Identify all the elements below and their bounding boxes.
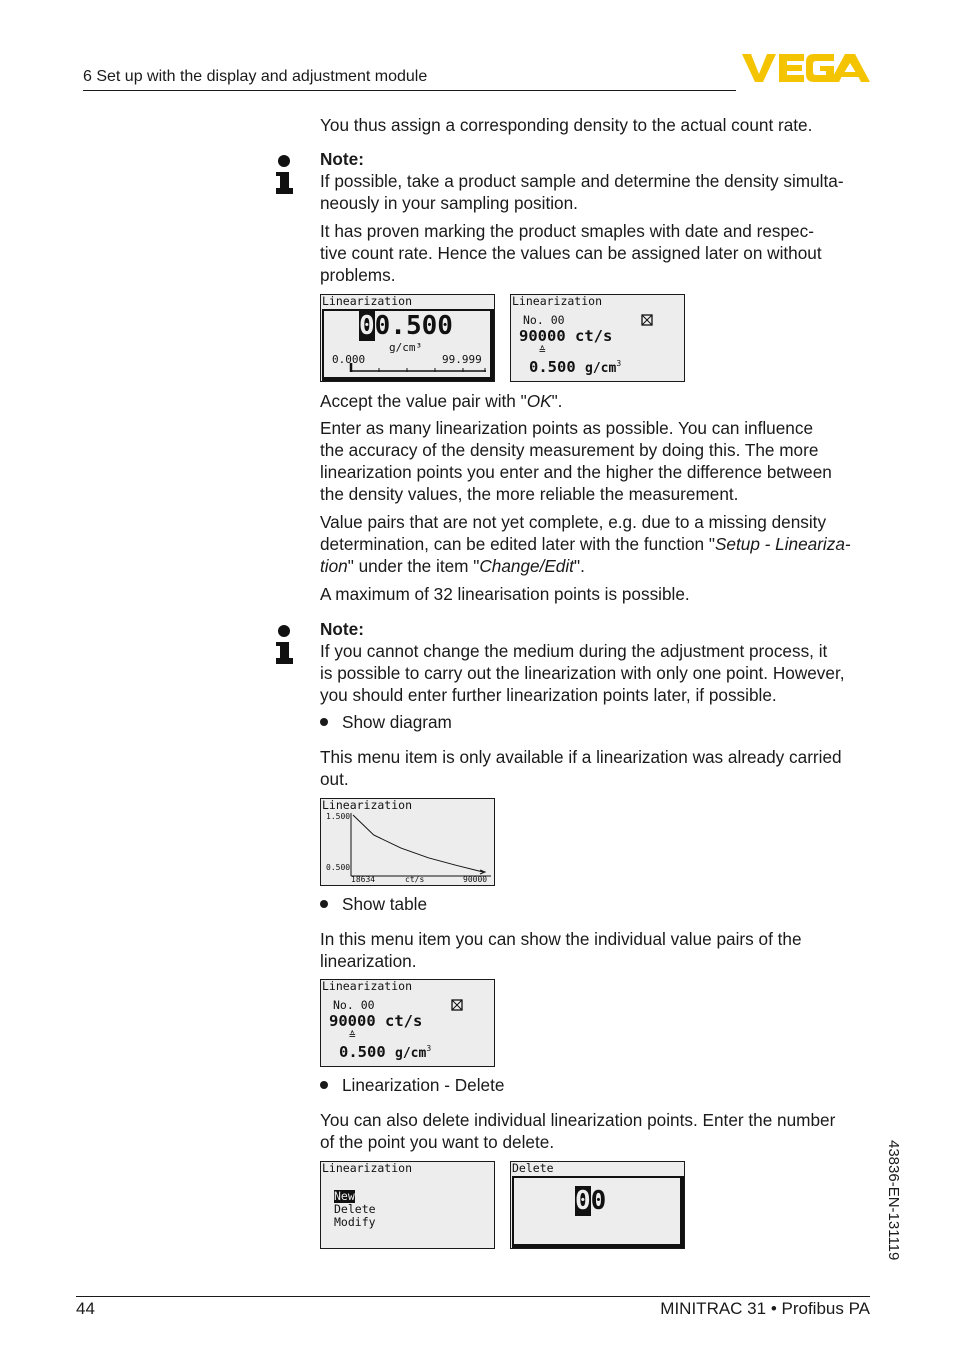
count-unit: ct/s bbox=[575, 327, 613, 345]
density-value: 0.500 bbox=[529, 358, 576, 376]
diagram-text: out. bbox=[320, 769, 349, 789]
max-points-paragraph: A maximum of 32 linearisation points is possible. bbox=[320, 584, 690, 604]
lcd-title: Linearization bbox=[322, 294, 413, 308]
density-digits: 0.500 bbox=[374, 311, 453, 341]
range-min: 0.000 bbox=[332, 353, 366, 366]
chart-xmin: 18634 bbox=[351, 875, 376, 884]
bullet-lin-delete bbox=[320, 1074, 504, 1096]
header-rule bbox=[83, 90, 736, 91]
enter-line: Enter as many linearization points as possible. You can influence bbox=[320, 418, 814, 438]
bullet-dot bbox=[320, 1081, 328, 1089]
bullet-label: Show diagram bbox=[342, 712, 452, 732]
lcd-diagram bbox=[320, 798, 495, 886]
lcd-title: Linearization bbox=[322, 979, 413, 993]
no-label: No. bbox=[523, 313, 544, 327]
note-line: is possible to carry out the linearization with only one point. However, bbox=[320, 663, 845, 683]
chart-xmax: 90000 bbox=[463, 875, 488, 884]
count-value: 90000 bbox=[329, 1012, 376, 1030]
delete-text: You can also delete individual linearization points. Enter the number bbox=[320, 1110, 836, 1130]
document-id: 43836-EN-131119 bbox=[885, 1140, 902, 1261]
density-unit: g/cm bbox=[585, 361, 617, 376]
checkbox-icon bbox=[641, 314, 653, 326]
delete-text: of the point you want to delete. bbox=[320, 1132, 555, 1152]
product-name: MINITRAC 31 • Profibus PA bbox=[660, 1299, 870, 1318]
vega-logo bbox=[742, 52, 872, 84]
note-line: If possible, take a product sample and determine the density simulta- bbox=[320, 171, 844, 191]
density-value: 0.500 bbox=[339, 1043, 386, 1061]
bullet-show-table bbox=[320, 893, 427, 915]
density-unit: g/cm³ bbox=[389, 341, 423, 354]
footer-rule bbox=[76, 1296, 870, 1297]
count-value: 90000 bbox=[519, 327, 566, 345]
lcd-value-pair bbox=[510, 294, 685, 382]
accept-paragraph bbox=[320, 390, 880, 412]
lcd-title: Delete bbox=[512, 1161, 554, 1175]
checkbox-icon bbox=[451, 999, 463, 1011]
bullet-dot bbox=[320, 900, 328, 908]
equals-sign: ≙ bbox=[349, 1029, 356, 1042]
menu-item-new[interactable]: New bbox=[334, 1189, 355, 1203]
edit-cursor: 0 bbox=[575, 1186, 591, 1216]
equals-sign: ≙ bbox=[539, 344, 546, 357]
linearization-chart bbox=[321, 799, 494, 885]
info-icon bbox=[276, 625, 294, 665]
density-pair bbox=[339, 1043, 431, 1061]
note-line: If you cannot change the medium during the adjustment process, it bbox=[320, 641, 828, 661]
diagram-text: This menu item is only available if a linearization was already carried bbox=[320, 747, 842, 767]
chart-series-line bbox=[353, 815, 483, 872]
table-text: In this menu item you can show the individual value pairs of the bbox=[320, 929, 802, 949]
no-label: No. bbox=[333, 998, 354, 1012]
menu-item-modify[interactable]: Modify bbox=[334, 1215, 376, 1229]
bullet-label: Show table bbox=[342, 894, 428, 914]
no-value: 00 bbox=[550, 313, 565, 327]
bullet-label: Linearization - Delete bbox=[342, 1075, 505, 1095]
value-pairs-line bbox=[320, 555, 880, 577]
count-unit: ct/s bbox=[385, 1012, 423, 1030]
delete-digit: 0 bbox=[590, 1186, 607, 1216]
range-max: 99.999 bbox=[442, 353, 482, 366]
range-scale bbox=[349, 363, 489, 375]
lcd-title: Linearization bbox=[322, 798, 413, 812]
unit-exponent: 3 bbox=[426, 1043, 432, 1053]
page-number: 44 bbox=[76, 1299, 95, 1318]
unit-exponent: 3 bbox=[616, 358, 622, 368]
count-rate bbox=[519, 327, 612, 345]
info-icon bbox=[276, 155, 294, 195]
vp-func-end: tion bbox=[320, 556, 348, 576]
vp-post: ". bbox=[573, 556, 585, 576]
vp-func: Setup - Lineariza- bbox=[714, 534, 851, 554]
lcd-density-input bbox=[320, 294, 495, 382]
density-entry bbox=[359, 311, 453, 341]
count-rate bbox=[329, 1012, 422, 1030]
lcd-table bbox=[320, 979, 495, 1067]
vp-pre: determination, can be edited later with the function " bbox=[320, 534, 715, 554]
edit-cursor: 0 bbox=[359, 311, 375, 341]
bullet-show-diagram bbox=[320, 711, 452, 733]
accept-ok: OK bbox=[526, 391, 552, 411]
value-pairs-line bbox=[320, 533, 880, 555]
density-unit: g/cm bbox=[395, 1046, 427, 1061]
bullet-dot bbox=[320, 718, 328, 726]
delete-entry bbox=[575, 1186, 606, 1216]
no-value: 00 bbox=[360, 998, 375, 1012]
lcd-menu bbox=[320, 1161, 495, 1249]
accept-post: ". bbox=[551, 391, 563, 411]
chart-xunit: ct/s bbox=[405, 875, 425, 884]
lcd-delete bbox=[510, 1161, 685, 1249]
intro-paragraph: You thus assign a corresponding density to the actual count rate. bbox=[320, 115, 813, 135]
chart-ymax: 1.500 bbox=[326, 812, 351, 821]
accept-pre: Accept the value pair with " bbox=[320, 391, 527, 411]
vp-mid: " under the item " bbox=[347, 556, 480, 576]
enter-line: linearization points you enter and the higher the difference between bbox=[320, 462, 832, 482]
chart-ymin: 0.500 bbox=[326, 863, 351, 872]
note-title: Note: bbox=[320, 619, 364, 639]
lcd-title: Linearization bbox=[322, 1161, 413, 1175]
note-line: It has proven marking the product smaples with date and respec- bbox=[320, 221, 814, 241]
note-line: tive count rate. Hence the values can be assigned later on without bbox=[320, 243, 822, 263]
lcd-title: Linearization bbox=[512, 294, 603, 308]
note-line: neously in your sampling position. bbox=[320, 193, 578, 213]
enter-line: the accuracy of the density measurement by doing this. The more bbox=[320, 440, 819, 460]
table-text: linearization. bbox=[320, 951, 417, 971]
point-number bbox=[523, 313, 565, 327]
note-line: problems. bbox=[320, 265, 396, 285]
note-line: you should enter further linearization points later, if possible. bbox=[320, 685, 777, 705]
density-pair bbox=[529, 358, 621, 376]
section-header: 6 Set up with the display and adjustment module bbox=[83, 68, 428, 85]
vp-item: Change/Edit bbox=[479, 556, 574, 576]
point-number bbox=[333, 998, 375, 1012]
value-pairs-line: Value pairs that are not yet complete, e.g. due to a missing density bbox=[320, 512, 827, 532]
note-title: Note: bbox=[320, 149, 364, 169]
menu-item-delete[interactable]: Delete bbox=[334, 1202, 376, 1216]
enter-line: the density values, the more reliable the measurement. bbox=[320, 484, 739, 504]
